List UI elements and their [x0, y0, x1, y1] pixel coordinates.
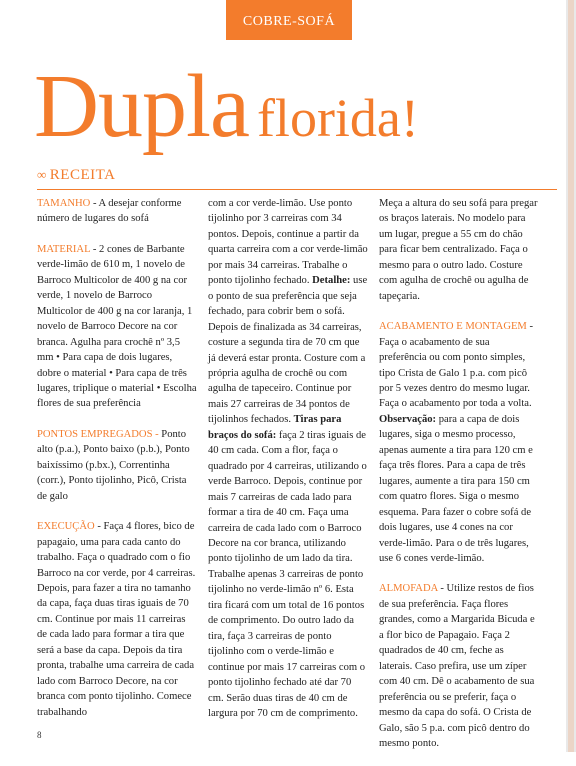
text-col2-1: com a cor verde-limão. Use ponto tijolinho por 3 carreiras com 34 pontos. Depois, continue a partir da quarta carreira com a cor verde-limão por mais 34 carreiras. Trabalhe o ponto tijolinho fechado.	[208, 198, 368, 287]
recipe-label	[37, 167, 115, 184]
page-title	[34, 57, 419, 156]
heading-material: MATERIAL	[37, 243, 91, 255]
heading-execucao: EXECUÇÃO	[37, 521, 95, 533]
text-column-2	[208, 196, 368, 736]
text-col2-2: use o ponto de sua preferência que seja fechado, para cobrir bem o sofá. Depois de finalizada as 34 carreiras, costure a segunda tira de 70 cm que já deverá estar pronta. Costure com a própria agulha de crochê ou com agulha de tapeceiro. Continue por mais 27 carreiras de 34 pontos de tijolinhos fechados.	[208, 275, 368, 426]
divider	[37, 189, 557, 190]
text-pontos: Ponto alto (p.a.), Ponto baixo (p.b.), Ponto baixíssimo (p.bx.), Correntinha (corr.), Ponto tijolinho, Picô, Crista de galo	[37, 428, 190, 502]
heading-tamanho: TAMANHO	[37, 198, 91, 209]
text-column-3	[379, 196, 539, 766]
text-tamanho: - A desejar conforme número de lugares do sofá	[37, 198, 182, 225]
recipe-label-text: RECEITA	[49, 167, 116, 183]
title-word-2: florida!	[256, 88, 419, 148]
text-almofada: - Utilize restos de fios de sua preferência. Faça flores grandes, como a Margarida Bicuda e a flor bico de Papagaio. Faça 2 quadrados de 40 cm, feche as laterais. Caso prefira, use um zíper com 40 cm. Dê o acabamento de sua preferência ou se preferir, faça o mesmo da capa do sofá. O Crista de Galo, são 5 p.a. com picô dentro do mesmo ponto.	[379, 583, 535, 749]
paragraph-acabamento	[379, 319, 539, 566]
paragraph-material	[37, 242, 197, 412]
section-tab: COBRE-SOFÁ	[226, 0, 352, 40]
heading-acabamento: ACABAMENTO E MONTAGEM	[379, 321, 527, 333]
paragraph-pontos	[37, 427, 197, 504]
paragraph-tamanho	[37, 196, 197, 227]
bold-tiras: Tiras para braços do sofá:	[208, 414, 342, 441]
bold-observacao: Observação:	[379, 413, 437, 425]
paragraph-medida: Meça a altura do seu sofá para pregar os braços laterais. No modelo para um lugar, pregue a 55 cm do chão para ficar bem centralizado. Faça o mesmo para o outro lado. Costure com agulha de crochê ou agulha de tapeçaria.	[379, 198, 538, 302]
text-material: - 2 cones de Barbante verde-limão de 610 m, 1 novelo de Barroco Multicolor de 400 g na cor verde, 1 novelo de Barroco Multicolor de 400 g na cor laranja, 1 novelo de Barroco Decore na cor branca. Agulha para crochê nº 3,5 mm • Para capa de dois lugares, dobre o material • Para capa de três lugares, triplique o material • Escolha flores de sua preferência	[37, 243, 197, 410]
page-number: 8	[37, 730, 42, 740]
text-execucao: - Faça 4 flores, bico de papagaio, uma para cada canto do trabalho. Faça o quadrado com o fio Barroco na cor verde, por 4 carreiras. Depois, para fazer a tira no tamanho da capa, faça duas tiras iguais de 70 cm. Continue por mais 11 carreiras de cada lado para formar a tira que será a base da capa. Depois da tira pronta, trabalhe uma carreira de cada lado com Barroco Decore, na cor branca com ponto tijolinho. Comece trabalhando	[37, 521, 196, 718]
paragraph-almofada	[379, 581, 539, 751]
bold-detalhe: Detalhe:	[312, 275, 351, 287]
heading-almofada: ALMOFADA	[379, 583, 438, 595]
text-acab-2: para a capa de dois lugares, siga o mesmo processo, apenas aumente a tira para 120 cm e faça três flores. Para a capa de três lugares, aumente a tira para 150 cm com quatro flores. Siga o mesmo esquema. Para fazer o cobre sofá de dois lugares, use 4 cones na cor verde-limão. Para o de três lugares, use 6 cones verde-limão.	[379, 413, 533, 564]
paragraph-execucao	[37, 519, 197, 720]
text-column-1	[37, 196, 197, 735]
heading-pontos: PONTOS EMPREGADOS -	[37, 428, 159, 440]
paragraph-col2	[208, 196, 368, 721]
scroll-ornament-icon: ∞	[37, 167, 47, 182]
page-edge	[566, 0, 576, 752]
text-col2-3: faça 2 tiras iguais de 40 cm cada. Com a flor, faça o quadrado por 4 carreiras, utilizando o verde Barroco. Depois, continue por mais 7 carreiras de cada lado para formar a tira de 40 cm. Faça uma carreira de cada lado com o Barroco Decore na cor branca, utilizando ponto tijolinho de um lado da tira. Trabalhe apenas 3 carreiras de ponto tijolinho no verde-limão nº 6. Esta tira ficará com um total de 16 pontos de comprimento. Do outro lado da tira, faça 3 carreiras de ponto tijolinho com o verde-limão e continue por mais 17 carreiras com o ponto tijolinho fechado até dar 70 cm. Serão duas tiras de 40 cm de largura por 70 cm de comprimento.	[208, 429, 367, 719]
title-word-1: Dupla	[34, 57, 249, 156]
page-edge-bar	[568, 0, 574, 752]
text-acab-1: - Faça o acabamento de sua preferência ou com ponto simples, tipo Crista de Galo 1 p.a. com picô por 5 vezes dentro do mesmo lugar. Faça o acabamento por toda a volta.	[379, 321, 534, 410]
